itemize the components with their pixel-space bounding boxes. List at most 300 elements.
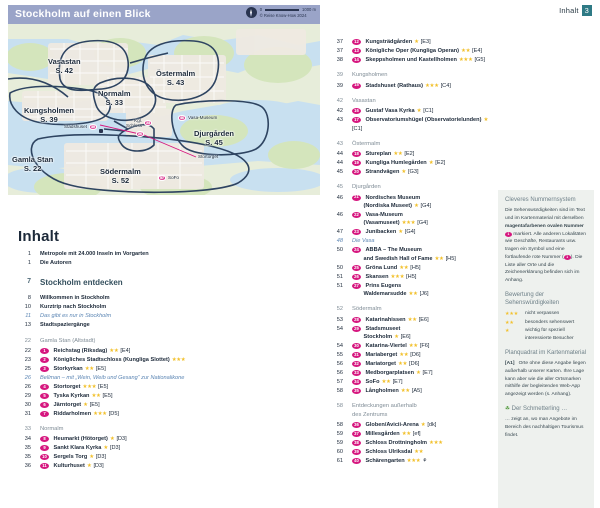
toc-entry-row[interactable] [330,351,500,359]
toc-page-number: 13 [24,322,31,329]
toc-star-rating: ★★ [408,291,418,298]
toc-entry-row[interactable] [330,325,500,342]
toc-entry-row[interactable] [18,453,208,461]
rating-legend-row [505,310,588,318]
toc-page-number: 10 [24,304,31,311]
toc-entry-row[interactable] [330,282,500,299]
toc-column-left [18,250,208,471]
toc-page-number: 37 [336,39,343,45]
toc-page-number: 23 [24,356,31,363]
toc-entry-text [352,316,500,324]
toc-grid-ref: [E6] [418,316,429,323]
toc-entry-label: Stadsmuseet [365,325,401,332]
map-poi-kungliga-slottet[interactable] [126,118,152,128]
toc-entry-row[interactable] [330,107,500,115]
toc-entry-text [352,97,500,106]
district-name: Gamla Stan [12,155,54,164]
toc-entry-text [352,421,500,429]
poi-number-badge: 39 [91,124,95,129]
toc-entry-row[interactable] [18,321,208,329]
toc-entry-row[interactable] [330,228,500,236]
toc-entry-label-cont: and Swedish Hall of Fame [363,255,433,262]
toc-grid-ref: [G4] [417,220,428,227]
toc-entry-text [352,430,500,438]
toc-number-badge: 1 [40,348,49,354]
rating-text: besonders sehenswert [525,319,575,325]
toc-entry-row[interactable] [330,246,500,263]
toc-entry-label: Die Autoren [40,259,72,266]
toc-page-number: 45 [336,169,343,176]
toc-entry-text [352,168,500,176]
map-caption-stortorget [198,154,218,159]
toc-entry-row[interactable] [330,457,500,465]
toc-star-rating: ★★ [408,343,418,350]
toc-page-number: 30 [24,401,31,408]
toc-entry-label: Skansen [365,273,389,280]
toc-number-badge: 30 [352,343,361,349]
toc-entry-row[interactable] [330,421,500,429]
toc-entry-label: Normalm [40,426,64,433]
toc-page-number: 61 [336,458,343,465]
toc-entry-label: Mariatorget [365,360,396,367]
toc-page-number: 26 [24,383,31,390]
toc-number-badge: 27 [352,283,361,289]
toc-entry-label: SoFo [365,378,380,385]
toc-number-badge: 31 [352,352,361,358]
toc-section-row[interactable] [330,183,500,192]
poi-label: Vasa-Museum [188,115,218,121]
toc-page-number: 60 [336,449,343,456]
toc-number-badge: 18 [352,151,361,157]
toc-grid-ref: [G5] [474,56,486,63]
toc-section-row[interactable] [18,337,208,346]
toc-entry-row[interactable] [330,211,500,228]
toc-entry-row[interactable] [330,387,500,395]
toc-entry-text [40,337,208,346]
toc-number-badge: 17 [352,117,361,123]
toc-entry-label: Globen/Avicii-Arena [365,422,419,429]
toc-number-badge: 32 [352,361,361,367]
toc-entry-row[interactable] [18,435,208,443]
toc-entry-row[interactable] [330,116,500,133]
toc-star-rating: ★ [416,108,422,115]
toc-star-rating: ★ [398,229,403,236]
toc-grid-ref: [E7] [392,378,403,385]
toc-entry-row[interactable] [330,360,500,368]
toc-star-rating: ★★ [397,360,408,367]
toc-star-rating: ★★ [91,392,101,399]
sidebar-magenta-badge: 1 [505,232,512,237]
toc-number-badge: 21 [352,195,361,201]
toc-page-number: 44 [336,151,343,158]
toc-entry-label: Observatoriumshügel (Observatorielunden) [365,117,482,124]
map-poi-vasa-museum[interactable] [178,115,217,121]
toc-entry-row[interactable] [330,47,500,55]
toc-entry-text [40,294,208,302]
toc-entry-text [352,457,500,465]
toc-entry-text [352,246,500,263]
district-name: Normalm [98,89,131,98]
map-district-normalm[interactable] [98,89,131,108]
toc-entry-row[interactable] [330,159,500,167]
toc-number-badge: 34 [352,379,361,385]
toc-grid-ref: [E2] [404,151,415,158]
toc-grid-ref: [D3] [116,436,127,443]
toc-column-right [330,38,500,466]
map-title: Stockholm auf einen Blick [15,8,151,20]
toc-entry-text [352,360,500,368]
map-poi-stadshuset[interactable] [64,124,97,130]
toc-section-row[interactable] [330,140,500,149]
toc-entry-row[interactable] [18,347,208,355]
map-copyright: © Reise Know-How 2024 [259,12,307,18]
toc-entry-label: Skeppsholmen und Kastellholmen [365,56,457,63]
toc-entry-label-cont: des Zentrums [352,412,388,419]
toc-entry-row[interactable] [330,369,500,377]
toc-entry-text [40,356,208,364]
toc-grid-ref: [J6] [419,291,429,298]
toc-entry-row[interactable] [18,374,208,382]
sidebar-heading-numbering: Cleveres Nummernsystem [505,197,576,203]
toc-entry-label: Mariaberget [365,352,398,358]
scale-end: 1000 m [302,7,316,12]
toc-entry-label: Kungsträdgården [365,39,413,45]
toc-entry-text [40,392,208,400]
sidebar-heading-rating [505,292,588,308]
toc-entry-text [40,401,208,409]
toc-grid-ref: [dk] [427,422,437,429]
toc-entry-text [352,273,500,281]
toc-entry-text [352,140,500,149]
map-district-kungsholmen[interactable] [24,106,74,125]
toc-star-rating: ★★★ [390,273,405,280]
toc-entry-text [352,56,500,64]
toc-entry-label: Stockholm entdecken [40,278,123,288]
toc-entry-row[interactable] [330,237,500,245]
toc-page-number: 22 [24,337,31,344]
toc-entry-label: Nordisches Museum [365,194,421,201]
toc-number-badge: 2 [40,357,49,363]
toc-entry-row[interactable] [330,56,500,64]
toc-page-number: 45 [336,184,343,191]
toc-number-badge: 3 [40,366,49,372]
map-poi-sofo[interactable] [158,175,179,181]
toc-number-badge: 36 [352,422,361,428]
toc-page-number: 46 [336,212,343,218]
toc-entry-row[interactable] [18,383,208,391]
page-title: Inhalt [18,228,60,245]
toc-entry-label: Schloss Ulriksdal [365,449,413,456]
toc-page-number: 59 [336,431,343,438]
toc-number-badge: 4 [40,384,49,390]
toc-entry-text [352,351,500,359]
toc-entry-text [352,150,500,158]
toc-entry-row[interactable] [18,312,208,320]
toc-entry-label: Djurgården [352,184,381,191]
toc-entry-label-cont: (Nordiska Museet) [363,203,412,210]
toc-entry-label: Kungliga Humlegården [365,160,427,167]
toc-entry-text [40,425,208,434]
toc-entry-label-cont: Stockholm [363,334,393,341]
toc-number-badge: 5 [40,393,49,399]
map-node-marker [99,129,103,133]
toc-entry-row[interactable] [330,82,500,90]
toc-section-row[interactable] [330,305,500,314]
map-district-gamla-stan[interactable] [12,155,53,174]
toc-entry-text [40,259,208,267]
stortorget-caption-text: Stortorget [198,154,219,159]
toc-entry-text [352,402,500,419]
toc-entry-row[interactable] [18,462,208,470]
toc-entry-row[interactable] [330,194,500,211]
toc-page-number: 58 [336,387,343,394]
toc-number-badge: 33 [352,370,361,376]
sidebar-paragraph-grid [505,360,588,399]
toc-entry-label: Stadtspaziergänge [40,322,90,329]
toc-entry-row[interactable] [18,392,208,400]
toc-entry-label: Sankt Klara Kyrka [53,445,102,452]
toc-number-badge: 39 [352,449,361,455]
toc-grid-ref: [G4] [404,229,416,236]
toc-number-badge: 19 [352,160,361,166]
toc-entry-text [40,347,208,355]
poi-number-badge: 46 [180,115,184,120]
toc-number-badge: 9 [40,445,49,451]
toc-entry-text [40,277,208,289]
running-head-label: Inhalt [559,6,579,16]
sidebar-text-1b: magentafarbenen ovalen Nummer [505,223,584,229]
toc-entry-label: Gamla Stan (Altstadt) [40,337,96,344]
toc-star-rating: ★★★ [425,82,439,89]
toc-page-number: 55 [336,352,343,358]
district-name: Kungsholmen [24,106,74,115]
toc-page-number: 57 [336,378,343,385]
toc-star-rating: ★ [414,203,419,210]
toc-page-number: 31 [24,410,31,417]
toc-entry-row[interactable] [330,168,500,176]
district-page: S. 52 [111,176,130,186]
toc-entry-label: Östermalm [352,140,381,147]
toc-entry-label: Millesgården [365,431,400,438]
toc-grid-ref: [E6] [400,334,411,341]
toc-number-badge: 10 [40,454,49,460]
toc-grid-ref: ⚘ [422,458,428,465]
folio-number: 3 [582,5,592,16]
toc-entry-row[interactable] [18,365,208,373]
toc-entry-row[interactable] [330,150,500,158]
compass-north-icon [246,7,257,18]
toc-page-number: 56 [336,369,343,376]
rating-stars: ★★★ [505,310,519,317]
toc-page-number: 37 [336,47,343,54]
toc-grid-ref: [E2] [435,160,446,167]
toc-entry-text [40,303,208,311]
toc-number-badge: 38 [352,440,361,446]
scale-bar-graphic [265,9,299,11]
toc-number-badge: 6 [40,402,49,408]
toc-entry-text [352,282,500,299]
toc-star-rating: ★★ [461,47,471,54]
toc-page-number: 11 [25,313,31,320]
toc-entry-text [352,71,500,80]
toc-star-rating: ★★★ [171,356,186,363]
toc-entry-text [352,342,500,350]
toc-entry-text [40,444,208,452]
map-district-ostermalm[interactable] [156,69,195,88]
toc-entry-label: Tyska Kyrkan [53,392,90,399]
map-scale-block [246,7,316,18]
poi-label: SoFo [168,175,179,181]
toc-page-number: 35 [24,454,31,461]
toc-entry-label: Bellman – mit „Wein, Weib und Gesang“ zur Nationalikone [40,374,185,381]
poi-label: Kgl. [134,118,143,123]
toc-entry-label: Katarinahissen [365,316,406,323]
toc-grid-ref: [E5] [98,383,109,390]
toc-page-number: 58 [336,422,343,429]
toc-page-number: 36 [24,463,31,470]
toc-page-number: 8 [27,295,31,302]
toc-star-rating: ★ [416,369,421,376]
toc-page-number: 51 [336,273,343,280]
toc-section-row[interactable] [330,71,500,80]
toc-entry-label: Schärengarten [365,458,405,465]
toc-star-rating: ★★★ [93,410,107,417]
toc-entry-label-cont: (Vasamuseet) [363,220,400,227]
toc-entry-row[interactable] [330,439,500,447]
map-district-vasastan[interactable] [48,57,81,76]
toc-number-badge: 13 [352,48,361,54]
toc-entry-text [352,116,500,133]
toc-star-rating: ★ [420,422,426,429]
toc-page-number: 56 [336,360,343,367]
toc-entry-label: Sergels Torg [53,454,88,461]
toc-entry-row[interactable] [18,401,208,409]
toc-entry-text [352,305,500,314]
toc-grid-ref: [E7] [422,369,433,376]
toc-entry-row[interactable] [330,38,500,46]
toc-entry-label: Königliches Stadtschloss (Kungliga Slottet) [53,356,170,363]
toc-number-badge: 16 [352,108,361,114]
toc-section-row[interactable] [330,97,500,106]
toc-section-row[interactable] [18,425,208,434]
toc-grid-ref: [E3] [420,39,431,45]
toc-entry-label: Katarina-Viertel [365,343,407,350]
toc-entry-label: Entdeckungen außerhalb [352,403,417,410]
toc-entry-text [40,250,208,258]
toc-star-rating: ★★★ [401,220,416,227]
toc-section-row[interactable] [330,402,500,419]
overview-map[interactable] [8,5,320,195]
toc-entry-row[interactable] [330,378,500,386]
map-district-sodermalm[interactable] [100,167,141,186]
toc-entry-text [40,383,208,391]
toc-entry-row[interactable] [330,264,500,272]
toc-star-rating: ★★ [84,365,94,372]
toc-grid-ref: [H5] [445,255,456,262]
toc-number-badge: 24 [352,247,361,253]
toc-entry-text [352,369,500,377]
toc-entry-row[interactable] [330,273,500,281]
toc-star-rating: ★ [394,334,399,341]
butterfly-icon: ☘ [505,405,510,412]
map-district-djurgarden[interactable] [194,129,234,148]
district-name: Vasastan [48,57,81,66]
toc-number-badge: 29 [352,326,361,332]
info-sidebar [498,190,594,508]
toc-page-number: 33 [24,426,31,433]
toc-grid-ref: [F6] [419,343,430,350]
toc-entry-text [352,387,500,395]
toc-star-rating: ★★ [401,431,411,438]
poi-label: Stadshuset [64,124,87,130]
sidebar-paragraph-numbering [505,207,588,285]
toc-entry-row[interactable] [18,410,208,418]
toc-entry-row[interactable] [18,294,208,302]
toc-grid-ref: [D3] [95,454,107,461]
sidebar-butterfly-title: Der Schmetterling … [511,405,568,412]
toc-number-badge: 11 [40,463,49,469]
toc-star-rating: ★ [483,117,488,124]
toc-entry-text [352,194,500,211]
district-page: S. 22 [23,164,42,174]
toc-number-badge: 35 [352,388,361,394]
toc-entry-row[interactable] [18,259,208,267]
toc-number-badge: 15 [352,83,361,89]
map-poi-stortorget[interactable] [136,131,144,137]
toc-page-number: 42 [336,108,343,115]
toc-page-number: 46 [336,194,343,201]
toc-entry-row[interactable] [330,316,500,324]
toc-grid-ref: [G3] [407,169,419,176]
toc-entry-text [352,82,500,90]
toc-page-number: 42 [336,97,343,104]
toc-star-rating: ★★ [414,449,424,456]
toc-star-rating: ★★ [399,352,409,358]
toc-number-badge: 8 [40,436,49,442]
toc-entry-text [352,448,500,456]
toc-entry-label: Södermalm [352,306,382,313]
toc-star-rating: ★ [414,39,419,45]
toc-number-badge: 40 [352,458,361,464]
toc-entry-row[interactable] [18,444,208,452]
toc-page-number: 53 [336,316,343,323]
toc-number-badge: 23 [352,229,361,235]
toc-section-row[interactable] [18,277,208,289]
toc-entry-row[interactable] [330,342,500,350]
toc-grid-ref: [E4] [120,347,131,354]
sidebar-text-1d: ). Die Liste aller Orte und die Zeichenerklärung befinden sich im Anhang. [505,254,583,284]
toc-star-rating: ★ [83,401,88,408]
sidebar-text-1a: Die Sehenswürdigkeiten sind im Text und im Kartenmaterial mit derselben [505,208,585,222]
sidebar-grid-example: [A1] [505,361,515,367]
toc-entry-text [352,325,500,342]
toc-entry-label: Königliche Oper (Kungliga Operan) [365,47,460,54]
toc-entry-row[interactable] [18,303,208,311]
toc-entry-label: Storkyrkan [53,365,83,372]
toc-entry-row[interactable] [330,448,500,456]
toc-page-number: 59 [336,440,343,447]
toc-grid-ref: [H5] [410,264,421,271]
district-name: Östermalm [156,69,196,78]
toc-page-number: 54 [336,343,343,350]
toc-entry-row[interactable] [18,356,208,364]
toc-entry-row[interactable] [18,250,208,258]
toc-entry-label: Riddarholmen [53,410,92,417]
sidebar-text-1c: markiert. Alle anderen Lokalitäten wie Geschäfte, Restaurants usw. tragen ein Symbol und eine fortlaufende rote Nummer ( [505,231,586,260]
toc-page-number: 26 [24,374,31,381]
toc-entry-row[interactable] [330,430,500,438]
toc-entry-label: ABBA – The Museum [365,247,422,254]
